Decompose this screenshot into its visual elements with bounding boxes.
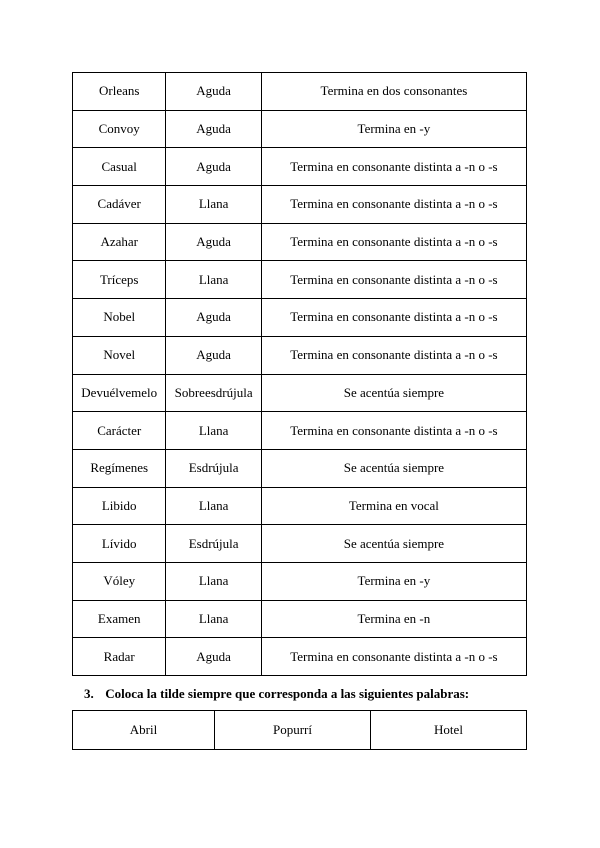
rule-cell: Termina en -n [261, 600, 526, 638]
word-cell: Cadáver [73, 186, 166, 224]
rule-cell: Termina en consonante distinta a -n o -s [261, 638, 526, 676]
exercise-number: 3. [84, 686, 94, 701]
rule-cell: Se acentúa siempre [261, 374, 526, 412]
word-cell: Casual [73, 148, 166, 186]
word-cell: Examen [73, 600, 166, 638]
classification-cell: Aguda [166, 110, 261, 148]
rule-cell: Termina en consonante distinta a -n o -s [261, 261, 526, 299]
word-row [73, 638, 527, 676]
classification-cell: Aguda [166, 336, 261, 374]
word-row [73, 186, 527, 224]
classification-cell: Llana [166, 412, 261, 450]
word-row [73, 374, 527, 412]
rule-cell: Termina en vocal [261, 487, 526, 525]
word-cell: Devuélvemelo [73, 374, 166, 412]
tilde-word-cell: Hotel [371, 711, 527, 750]
rule-cell: Termina en consonante distinta a -n o -s [261, 336, 526, 374]
rule-cell: Termina en consonante distinta a -n o -s [261, 223, 526, 261]
word-cell: Azahar [73, 223, 166, 261]
classification-cell: Llana [166, 186, 261, 224]
rule-cell: Se acentúa siempre [261, 525, 526, 563]
words-table-body [73, 73, 527, 676]
word-row [73, 449, 527, 487]
classification-cell: Llana [166, 261, 261, 299]
classification-cell: Esdrújula [166, 525, 261, 563]
word-row [73, 148, 527, 186]
tilde-words-table [72, 710, 527, 750]
word-row [73, 525, 527, 563]
tilde-words-row [73, 711, 527, 750]
word-row [73, 487, 527, 525]
classification-cell: Esdrújula [166, 449, 261, 487]
words-table [72, 72, 527, 676]
word-row [73, 600, 527, 638]
word-cell: Convoy [73, 110, 166, 148]
classification-cell: Sobreesdrújula [166, 374, 261, 412]
classification-cell: Aguda [166, 148, 261, 186]
exercise-3-instruction [84, 686, 469, 702]
classification-cell: Llana [166, 600, 261, 638]
word-cell: Vóley [73, 562, 166, 600]
rule-cell: Termina en consonante distinta a -n o -s [261, 299, 526, 337]
rule-cell: Termina en -y [261, 110, 526, 148]
word-row [73, 412, 527, 450]
classification-cell: Aguda [166, 299, 261, 337]
word-cell: Orleans [73, 73, 166, 111]
classification-cell: Aguda [166, 638, 261, 676]
rule-cell: Termina en dos consonantes [261, 73, 526, 111]
word-cell: Lívido [73, 525, 166, 563]
rule-cell: Termina en -y [261, 562, 526, 600]
rule-cell: Termina en consonante distinta a -n o -s [261, 148, 526, 186]
rule-cell: Termina en consonante distinta a -n o -s [261, 186, 526, 224]
word-cell: Libido [73, 487, 166, 525]
word-row [73, 110, 527, 148]
rule-cell: Termina en consonante distinta a -n o -s [261, 412, 526, 450]
word-row [73, 261, 527, 299]
word-row [73, 562, 527, 600]
classification-cell: Llana [166, 562, 261, 600]
word-cell: Regímenes [73, 449, 166, 487]
word-cell: Radar [73, 638, 166, 676]
word-row [73, 336, 527, 374]
tilde-word-cell: Abril [73, 711, 215, 750]
word-cell: Nobel [73, 299, 166, 337]
classification-cell: Llana [166, 487, 261, 525]
word-row [73, 73, 527, 111]
classification-cell: Aguda [166, 73, 261, 111]
tilde-word-cell: Popurrí [215, 711, 371, 750]
word-cell: Tríceps [73, 261, 166, 299]
word-cell: Carácter [73, 412, 166, 450]
classification-cell: Aguda [166, 223, 261, 261]
word-cell: Novel [73, 336, 166, 374]
exercise-text: Coloca la tilde siempre que corresponda a las siguientes palabras: [105, 686, 470, 701]
word-row [73, 299, 527, 337]
word-row [73, 223, 527, 261]
rule-cell: Se acentúa siempre [261, 449, 526, 487]
